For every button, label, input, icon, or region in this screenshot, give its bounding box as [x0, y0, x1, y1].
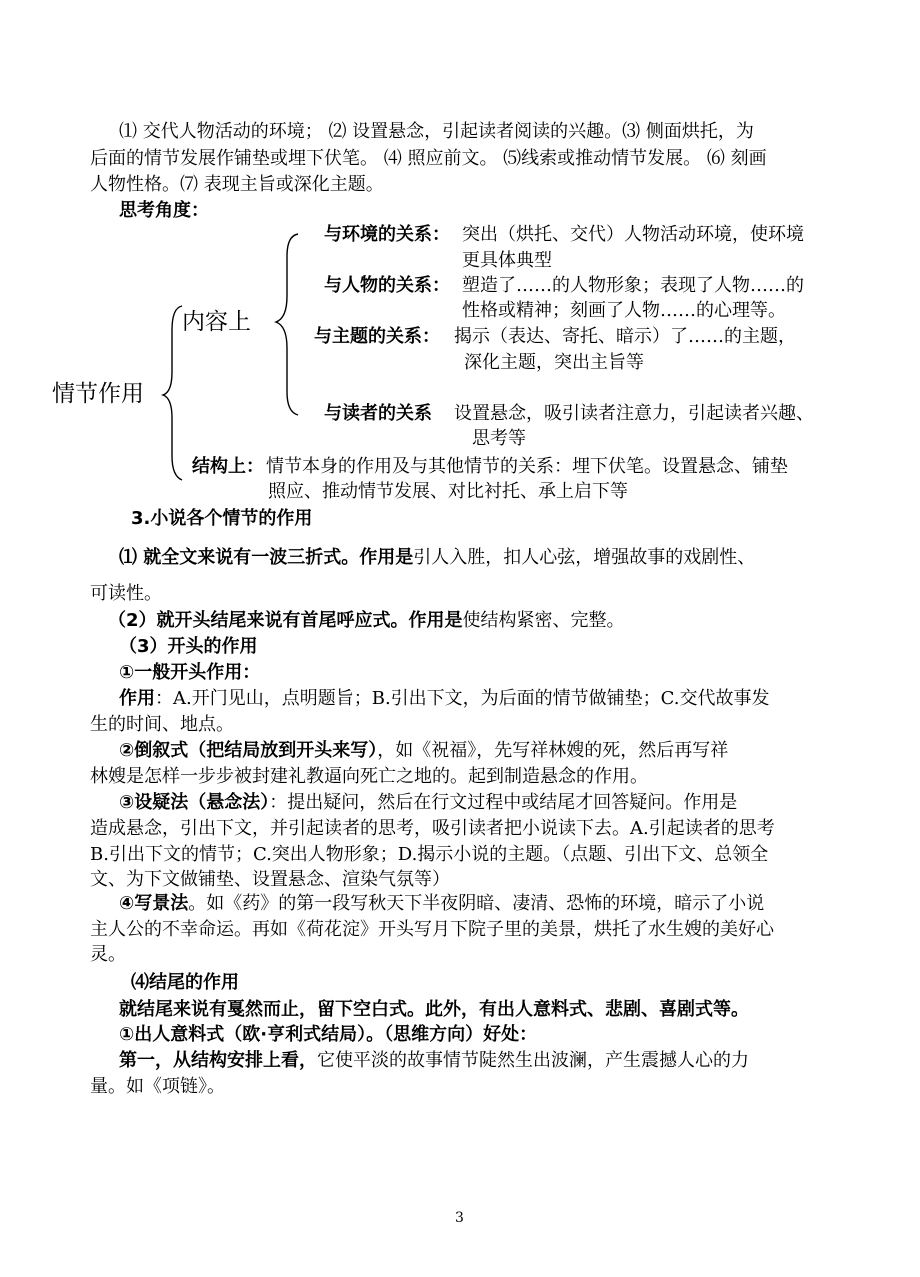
p12-rest: 它使平淡的故事情节陡然生出波澜，产生震撼人心的力	[317, 1050, 749, 1071]
p2	[108, 610, 625, 632]
structure-text-2: 照应、推动情节发展、对比衬托、承上启下等	[268, 481, 628, 502]
p7-line-1	[119, 792, 737, 814]
p6-bold: ②倒叙式（把结局放到开头来写）	[119, 740, 378, 761]
p7-rest: ：提出疑问，然后在行文过程中或结尾才回答疑问。作用是	[269, 792, 738, 813]
rel-theme-label: 与主题的关系：	[314, 326, 440, 347]
p12-line-1	[119, 1050, 749, 1072]
p7-line-2: 造成悬念，引出下文，并引起读者的思考，吸引读者把小说读下去。A.引起读者的思考	[90, 818, 775, 839]
diagram-braces	[0, 0, 920, 520]
page-number: 3	[455, 1210, 464, 1226]
root-brace-icon	[163, 306, 182, 480]
p10: 就结尾来说有戛然而止，留下空白式。此外，有出人意料式、悲剧、喜剧式等。	[119, 999, 749, 1020]
rel-theme-text-1: 揭示（表达、寄托、暗示）了……的主题，	[454, 326, 796, 347]
p1-rest: 引人入胜，扣人心弦，增强故事的戏剧性、	[413, 547, 756, 568]
diagram-root-label: 情节作用	[52, 381, 144, 407]
intro-line-3: 人物性格。⑺ 表现主旨或深化主题。	[90, 174, 384, 195]
p9-ending-heading: ⑷结尾的作用	[131, 972, 239, 993]
p8-rest: 。如《药》的第一段写秋天下半夜阴暗、凄清、恐怖的环境，暗示了小说	[188, 893, 765, 914]
p12-line-2: 量。如《项链》。	[90, 1076, 225, 1097]
p7-bold: ③设疑法（悬念法）	[119, 792, 270, 813]
p2-rest: 使结构紧密、完整。	[462, 610, 625, 631]
rel-char-text-1: 塑造了……的人物形象；表现了人物……的	[462, 275, 804, 296]
p4-general-opening: ①一般开头作用：	[119, 662, 261, 683]
p6-rest: ，如《祝福》，先写祥林嫂的死，然后再写祥	[377, 740, 729, 761]
p8-line-1	[119, 893, 764, 915]
p8-line-2: 主人公的不幸命运。再如《荷花淀》开头写月下院子里的美景，烘托了水生嫂的美好心	[90, 919, 774, 940]
intro-line-2: 后面的情节发展作铺垫或埋下伏笔。 ⑷ 照应前文。 ⑸线索或推动情节发展。 ⑹ 刻画	[90, 148, 767, 169]
p8-bold: ④写景法	[119, 893, 189, 914]
rel-env-text-1: 突出（烘托、交代）人物活动环境，使环境	[462, 224, 804, 245]
content-brace-icon	[276, 234, 298, 415]
structure-label: 结构上：	[192, 456, 264, 477]
diagram-content-label: 内容上	[182, 309, 251, 335]
intro-line-1: ⑴ 交代人物活动的环境； ⑵ 设置悬念，引起读者阅读的兴趣。⑶ 侧面烘托，为	[119, 121, 754, 142]
p5-line-2: 生的时间、地点。	[90, 714, 234, 735]
p1-line-2: 可读性。	[90, 583, 162, 604]
p7-line-3: B.引出下文的情节；C.突出人物形象；D.揭示小说的主题。（点题、引出下文、总领全	[90, 844, 769, 865]
p1-line-1	[119, 547, 755, 569]
p8-line-3: 灵。	[90, 944, 126, 965]
rel-reader-label: 与读者的关系	[324, 403, 432, 424]
rel-env-text-2: 更具体典型	[462, 250, 552, 271]
p3-opening-heading: （3）开头的作用	[119, 636, 258, 657]
p12-bold: 第一，从结构安排上看，	[119, 1050, 317, 1071]
p5-bold: 作用	[119, 688, 155, 709]
rel-char-text-2: 性格或精神；刻画了人物……的心理等。	[462, 300, 786, 321]
p6-line-2: 林嫂是怎样一步步被封建礼教逼向死亡之地的。起到制造悬念的作用。	[90, 766, 648, 787]
p5-line-1	[119, 688, 770, 710]
rel-reader-text-1: 设置悬念，吸引读者注意力，引起读者兴趣、	[454, 403, 814, 424]
angles-heading: 思考角度：	[119, 200, 209, 221]
p7-line-4: 文、为下文做铺垫、设置悬念、渲染气氛等）	[90, 869, 450, 890]
p5-rest: ：A.开门见山，点明题旨；B.引出下文，为后面的情节做铺垫；C.交代故事发	[155, 688, 770, 709]
p6-line-1	[119, 740, 728, 762]
rel-theme-text-2: 深化主题，突出主旨等	[464, 352, 644, 373]
structure-text-1: 情节本身的作用及与其他情节的关系：埋下伏笔。设置悬念、铺垫	[266, 456, 788, 477]
rel-char-label: 与人物的关系：	[324, 275, 450, 296]
rel-reader-text-2: 思考等	[472, 428, 526, 449]
section-3-title: 3.小说各个情节的作用	[131, 508, 313, 529]
p1-bold: ⑴ 就全文来说有一波三折式。作用是	[119, 547, 414, 568]
p11: ①出人意料式（欧·亨利式结局）。（思维方向）好处：	[119, 1024, 538, 1045]
p2-bold: （2）就开头结尾来说有首尾呼应式。作用是	[108, 610, 463, 631]
rel-env-label: 与环境的关系：	[324, 224, 450, 245]
